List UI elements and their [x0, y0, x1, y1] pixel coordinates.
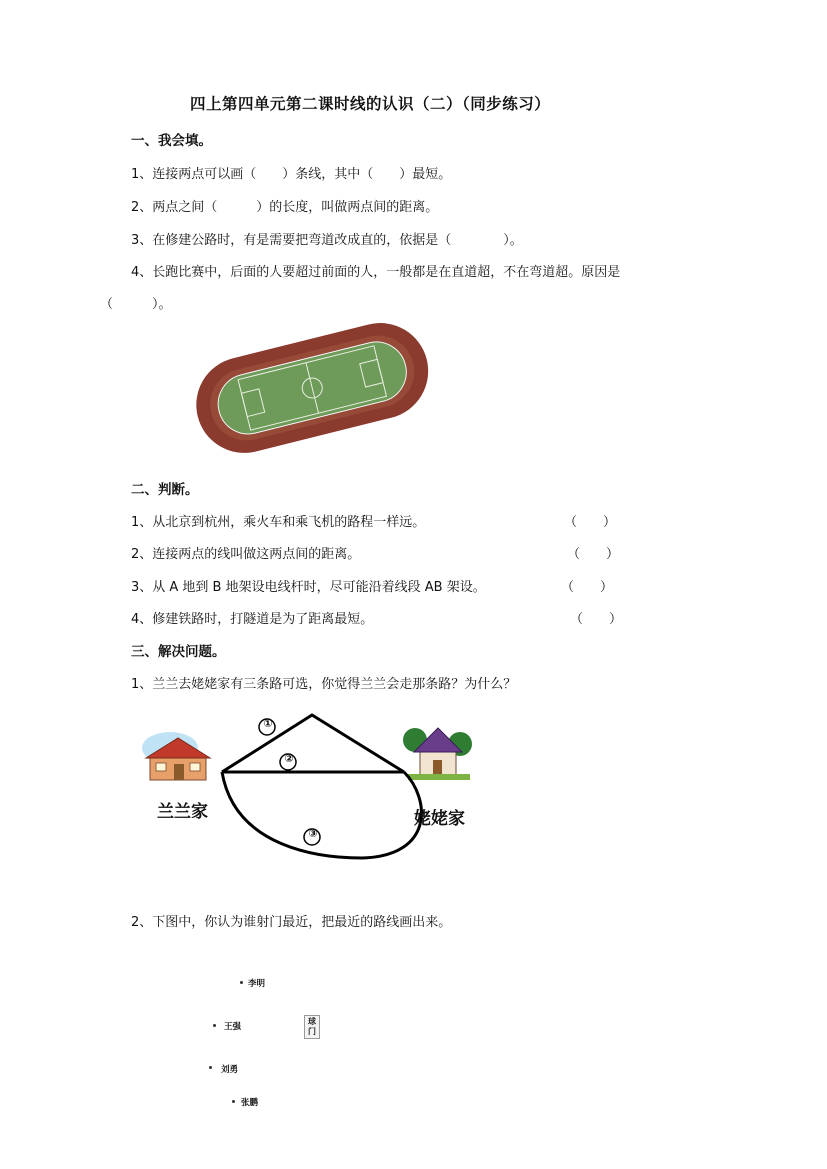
judge-item-3: 3、从 A 地到 B 地架设电线杆时，尽可能沿着线段 AB 架设。	[131, 580, 486, 595]
judge-item-4: 4、修建铁路时，打隧道是为了距离最短。	[131, 612, 374, 627]
fill-question-4-line-1: 4、长跑比赛中，后面的人要超过前面的人，一般都是在直道超，不在弯道超。原因是	[131, 265, 621, 280]
goal-box	[304, 1015, 320, 1039]
route-label-3: ③	[308, 827, 318, 840]
goal-label: 球门	[308, 1017, 316, 1036]
home-right-label: 姥姥家	[414, 809, 465, 829]
player-dot-zhangpeng	[232, 1100, 235, 1103]
judge-answer-4[interactable]: （ ）	[570, 612, 623, 627]
player-liming: 李明	[248, 979, 266, 989]
player-liuyong: 刘勇	[221, 1065, 239, 1075]
judge-item-2: 2、连接两点的线叫做这两点间的距离。	[131, 547, 361, 562]
section-2-heading: 二、判断。	[131, 482, 199, 498]
problem-2: 2、下图中，你认为谁射门最近，把最近的路线画出来。	[131, 915, 452, 930]
fill-question-4-line-2: （ ）。	[100, 297, 172, 312]
route-diagram	[130, 708, 480, 868]
fill-question-2: 2、两点之间（ ）的长度，叫做两点间的距离。	[131, 200, 439, 215]
judge-answer-1[interactable]: （ ）	[564, 515, 617, 530]
track-field-illustration	[186, 318, 438, 456]
player-wangqiang: 王强	[224, 1022, 242, 1032]
house-left-icon	[142, 732, 210, 780]
section-3-heading: 三、解决问题。	[131, 644, 226, 660]
judge-answer-3[interactable]: （ ）	[561, 580, 614, 595]
fill-question-3: 3、在修建公路时，有是需要把弯道改成直的，依据是（ ）。	[131, 233, 523, 248]
judge-answer-2[interactable]: （ ）	[567, 547, 620, 562]
home-left-label: 兰兰家	[157, 802, 208, 822]
route-label-1: ①	[263, 717, 273, 730]
page-title: 四上第四单元第二课时线的认识（二）（同步练习）	[190, 95, 551, 113]
section-1-heading: 一、我会填。	[131, 133, 212, 149]
player-dot-wangqiang	[213, 1024, 216, 1027]
player-dot-liuyong	[209, 1066, 212, 1069]
house-right-icon	[403, 728, 472, 780]
problem-1: 1、兰兰去姥姥家有三条路可选，你觉得兰兰会走那条路？为什么？	[131, 677, 517, 692]
judge-item-1: 1、从北京到杭州，乘火车和乘飞机的路程一样远。	[131, 515, 426, 530]
fill-question-1: 1、连接两点可以画（ ）条线，其中（ ）最短。	[131, 167, 452, 182]
player-zhangpeng: 张鹏	[241, 1098, 259, 1108]
route-label-2: ②	[284, 752, 294, 765]
player-dot-liming	[240, 981, 243, 984]
